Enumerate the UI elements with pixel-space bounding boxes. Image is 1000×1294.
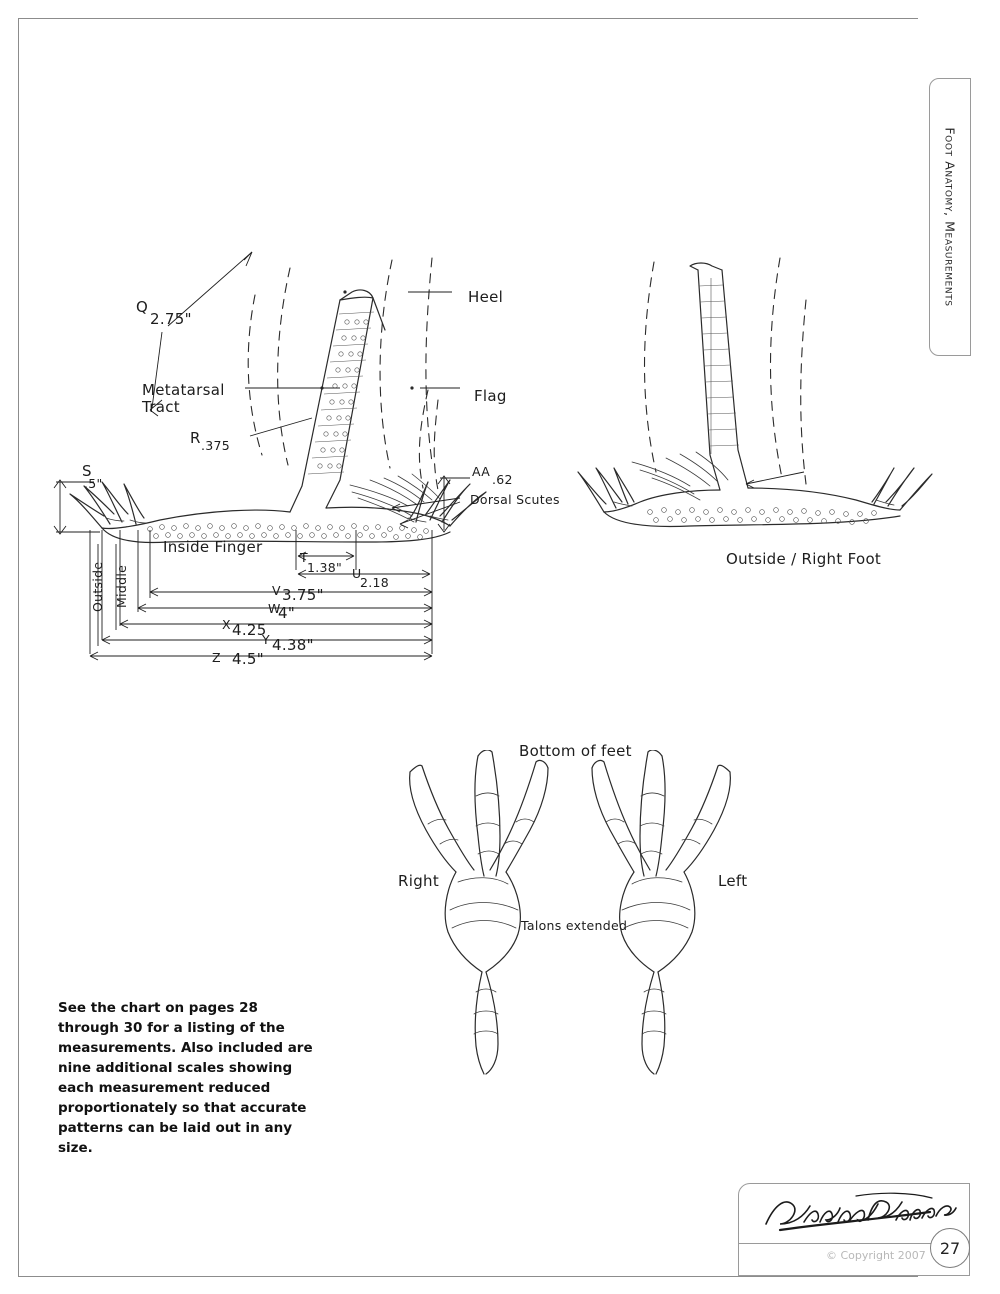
callout-Q-key: Q [136,298,149,316]
page-border-bottom [18,1276,918,1277]
dim-W-value: 4" [278,604,296,622]
label-right-foot: Right [398,872,439,890]
dim-U-key: U [352,566,362,581]
callout-S-key: S [82,462,92,480]
callout-S-value: .5" [84,476,103,491]
label-left-foot: Left [718,872,748,890]
chapter-tab-label: Foot Anatomy, Measurements [942,127,958,307]
label-flag: Flag [474,387,507,405]
dim-V-key: V [272,583,281,598]
label-bottom-of-feet: Bottom of feet [519,742,632,760]
label-heel: Heel [468,288,504,306]
callout-AA-value: .62 [492,472,513,487]
dim-X-key: X [222,617,231,632]
dim-V-value: 3.75" [282,586,324,604]
dim-Z-key: Z [212,650,221,665]
copyright-text: © Copyright 2007 [826,1249,926,1262]
callout-AA-key: AA [472,464,491,479]
dim-Z-value: 4.5" [232,650,264,668]
dim-U-value: 2.18 [360,575,390,590]
caption-outside-right-foot: Outside / Right Foot [726,550,882,568]
callout-R-key: R [190,429,201,447]
dim-W-key: W [268,601,281,616]
bottom-feet-diagram [370,750,770,1080]
note-text: See the chart on pages 28 through 30 for a listing of the measurements. Also included are nine additional scales showing each measurement reduced proportionately so that accurate patterns can be laid out in any size. [58,1000,313,1156]
dim-T-value: 1.38" [307,560,343,575]
callout-R-value: .375 [201,438,231,453]
page-number: 27 [930,1228,970,1268]
label-metatarsal-line2: Tract [142,398,180,416]
label-outside: Outside [90,561,105,612]
dim-Y-value: 4.38" [272,636,314,654]
label-middle: Middle [114,564,129,608]
label-talons-extended: Talons extended [521,918,628,933]
page-border-left [18,18,19,1276]
label-dorsal-scutes: Dorsal Scutes [470,492,560,507]
label-metatarsal-line1: Metatarsal [142,381,225,399]
callout-Q-value: 2.75" [150,310,192,328]
dim-X-value: 4.25 [232,621,267,639]
label-inside-finger: Inside Finger [163,538,263,556]
right-foot-diagram [570,240,950,570]
page-border-top [18,18,918,19]
dim-Y-key: Y [262,632,270,647]
signature-mark [760,1190,960,1238]
dim-T-key: T [300,550,308,565]
